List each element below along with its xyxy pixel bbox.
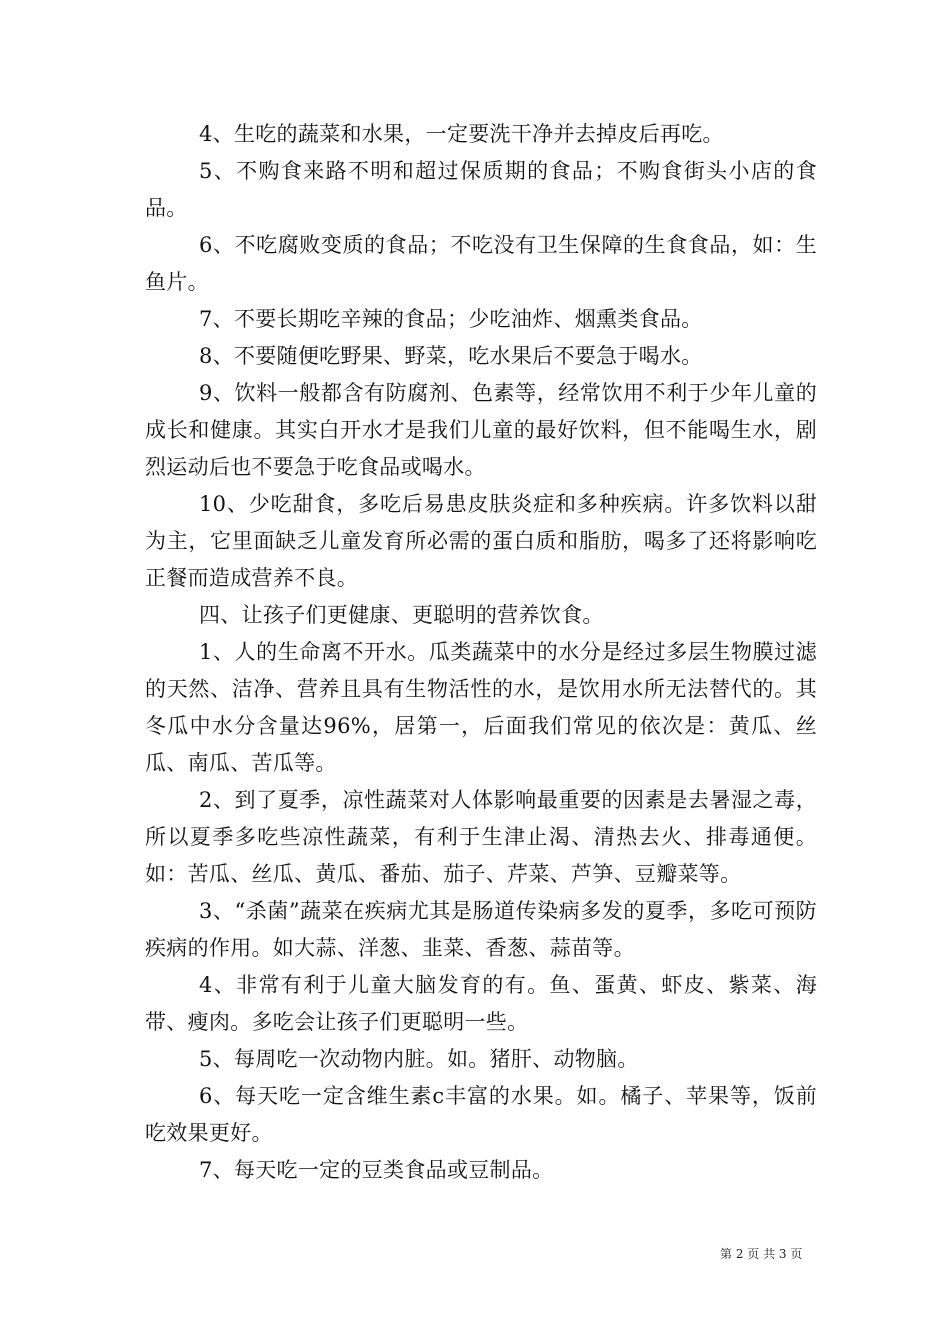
- paragraph: 3、“杀菌”蔬菜在疾病尤其是肠道传染病多发的夏季，多吃可预防疾病的作用。如大蒜、洋葱、韭菜、香葱、蒜苗等。: [145, 899, 817, 960]
- paragraph: 5、不购食来路不明和超过保质期的食品；不购食街头小店的食品。: [145, 159, 817, 220]
- paragraph: 1、人的生命离不开水。瓜类蔬菜中的水分是经过多层生物膜过滤的天然、洁净、营养且具有生物活性的水，是饮用水所无法替代的。其冬瓜中水分含量达96%，居第一，后面我们常见的依次是：黄瓜、丝瓜、南瓜、苦瓜等。: [145, 640, 817, 775]
- paragraph: 2、到了夏季，凉性蔬菜对人体影响最重要的因素是去暑湿之毒，所以夏季多吃些凉性蔬菜，有利于生津止渴、清热去火、排毒通便。如：苦瓜、丝瓜、黄瓜、番茄、茄子、芹菜、芦笋、豆瓣菜等。: [145, 788, 817, 886]
- document-body: [145, 116, 817, 1189]
- paragraph: 4、非常有利于儿童大脑发育的有。鱼、蛋黄、虾皮、紫菜、海带、瘦肉。多吃会让孩子们更聪明一些。: [145, 973, 817, 1034]
- paragraph: 7、不要长期吃辛辣的食品；少吃油炸、烟熏类食品。: [199, 307, 703, 331]
- paragraph: 6、不吃腐败变质的食品；不吃没有卫生保障的生食食品，如：生鱼片。: [145, 233, 817, 294]
- paragraph: 4、生吃的蔬菜和水果，一定要洗干净并去掉皮后再吃。: [199, 122, 724, 146]
- page-number: 第 2 页 共 3 页: [720, 1247, 803, 1261]
- paragraph: 10、少吃甜食，多吃后易患皮肤炎症和多种疾病。许多饮料以甜为主，它里面缺乏儿童发育所必需的蛋白质和脂肪，喝多了还将影响吃正餐而造成营养不良。: [145, 492, 817, 590]
- paragraph: 6、每天吃一定含维生素c丰富的水果。如。橘子、苹果等，饭前吃效果更好。: [145, 1084, 817, 1145]
- paragraph: 8、不要随便吃野果、野菜，吃水果后不要急于喝水。: [199, 344, 703, 368]
- paragraph: 9、饮料一般都含有防腐剂、色素等，经常饮用不利于少年儿童的成长和健康。其实白开水才是我们儿童的最好饮料，但不能喝生水，剧烈运动后也不要急于吃食品或喝水。: [145, 381, 817, 479]
- section-heading: 四、让孩子们更健康、更聪明的营养饮食。: [199, 603, 604, 627]
- paragraph: 5、每周吃一次动物内脏。如。猪肝、动物脑。: [199, 1047, 639, 1071]
- paragraph: 7、每天吃一定的豆类食品或豆制品。: [199, 1158, 554, 1182]
